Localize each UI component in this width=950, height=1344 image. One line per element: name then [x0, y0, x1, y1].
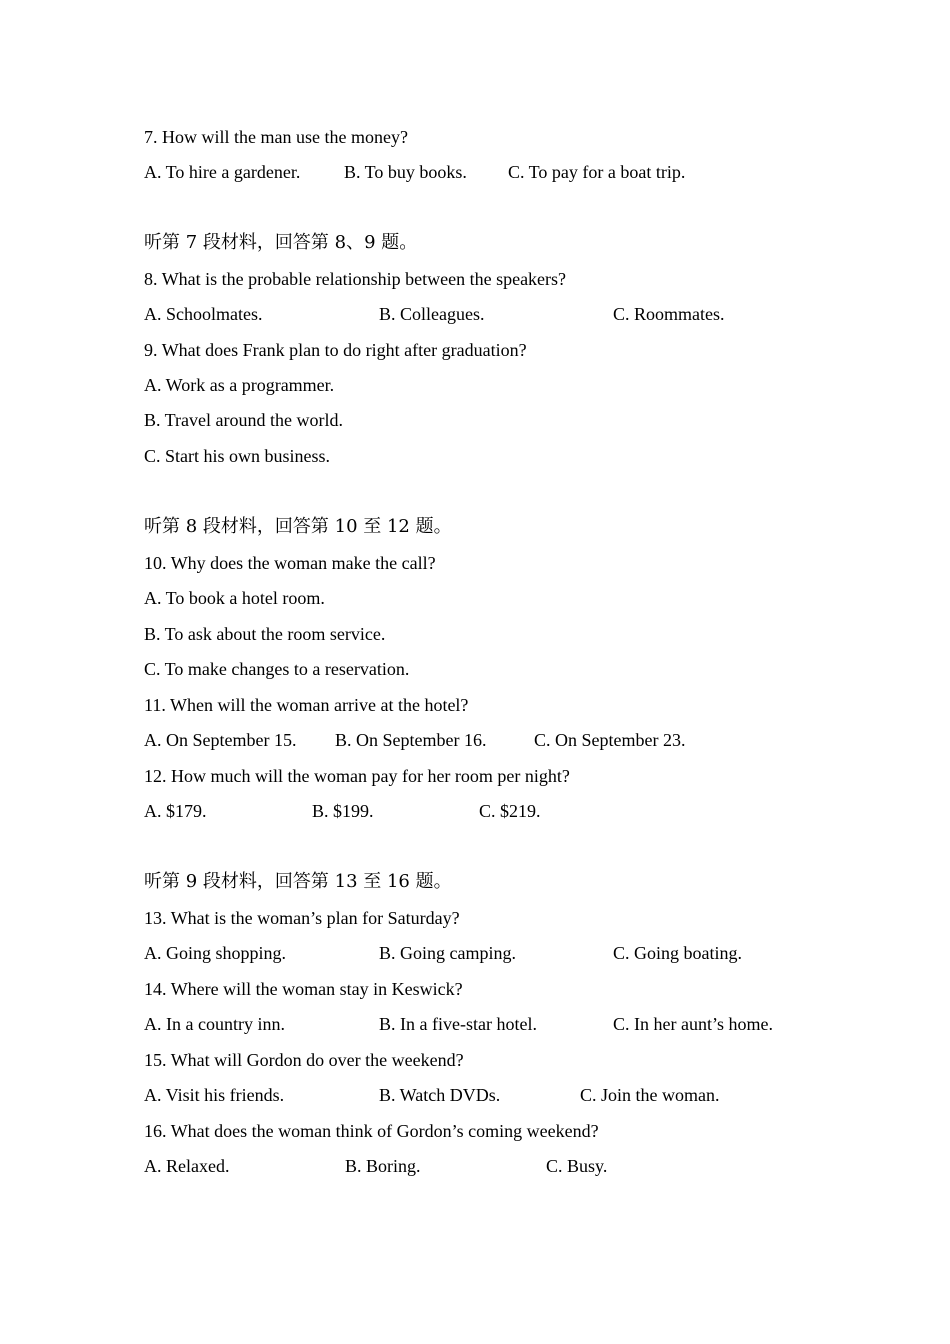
question-text: Why does the woman make the call? — [170, 553, 436, 573]
option-a: A. To hire a gardener. — [144, 162, 301, 182]
option-a: A. To book a hotel room. — [144, 588, 325, 608]
option-b: B. Travel around the world. — [144, 410, 343, 430]
option-b: B. Going camping. — [379, 943, 516, 963]
section-heading: 听第 8 段材料，回答第 10 至 12 题。 — [144, 516, 452, 537]
question-8 — [144, 266, 566, 292]
option-b: B. Watch DVDs. — [379, 1085, 501, 1105]
section-heading: 听第 9 段材料，回答第 13 至 16 题。 — [144, 871, 452, 892]
question-text: When will the woman arrive at the hotel? — [170, 695, 469, 715]
option-b: B. On September 16. — [335, 730, 487, 750]
option-a: A. Schoolmates. — [144, 304, 263, 324]
question-number: 13. — [144, 908, 167, 928]
option-a: A. Relaxed. — [144, 1156, 230, 1176]
question-number: 14. — [144, 979, 167, 999]
option-b: B. To buy books. — [344, 162, 467, 182]
option-c: C. To make changes to a reservation. — [144, 659, 410, 679]
question-text: What does Frank plan to do right after graduation? — [161, 340, 527, 360]
option-c: C. $219. — [479, 801, 541, 821]
question-10 — [144, 550, 436, 576]
question-13 — [144, 905, 460, 931]
option-a: A. Visit his friends. — [144, 1085, 285, 1105]
option-c: C. In her aunt’s home. — [613, 1014, 773, 1034]
question-15 — [144, 1047, 464, 1073]
question-number: 11. — [144, 695, 166, 715]
question-text: How will the man use the money? — [162, 127, 408, 147]
question-text: What is the woman’s plan for Saturday? — [170, 908, 460, 928]
question-number: 12. — [144, 766, 167, 786]
question-number: 10. — [144, 553, 167, 573]
option-b: B. $199. — [312, 801, 374, 821]
option-a: A. On September 15. — [144, 730, 297, 750]
question-9 — [144, 337, 527, 363]
question-number: 7. — [144, 127, 158, 147]
option-a: A. In a country inn. — [144, 1014, 285, 1034]
option-a: A. Work as a programmer. — [144, 375, 335, 395]
option-c: C. Roommates. — [613, 304, 725, 324]
question-12 — [144, 763, 570, 789]
option-c: C. Start his own business. — [144, 446, 331, 466]
question-text: What does the woman think of Gordon’s coming weekend? — [170, 1121, 599, 1141]
question-text: What will Gordon do over the weekend? — [170, 1050, 464, 1070]
option-c: C. To pay for a boat trip. — [508, 162, 686, 182]
question-number: 16. — [144, 1121, 167, 1141]
section-heading: 听第 7 段材料，回答第 8、9 题。 — [144, 232, 418, 253]
option-b: B. To ask about the room service. — [144, 624, 386, 644]
option-b: B. Colleagues. — [379, 304, 485, 324]
option-a: A. Going shopping. — [144, 943, 287, 963]
option-b: B. Boring. — [345, 1156, 421, 1176]
option-c: C. On September 23. — [534, 730, 686, 750]
question-text: Where will the woman stay in Keswick? — [170, 979, 463, 999]
question-14 — [144, 976, 463, 1002]
option-b: B. In a five-star hotel. — [379, 1014, 537, 1034]
option-c: C. Join the woman. — [580, 1085, 720, 1105]
question-7 — [144, 124, 408, 150]
option-c: C. Going boating. — [613, 943, 742, 963]
option-a: A. $179. — [144, 801, 207, 821]
question-number: 8. — [144, 269, 158, 289]
question-number: 15. — [144, 1050, 167, 1070]
option-c: C. Busy. — [546, 1156, 608, 1176]
question-16 — [144, 1118, 599, 1144]
question-number: 9. — [144, 340, 158, 360]
question-text: What is the probable relationship between the speakers? — [161, 269, 567, 289]
question-text: How much will the woman pay for her room per night? — [171, 766, 570, 786]
question-11 — [144, 692, 468, 718]
